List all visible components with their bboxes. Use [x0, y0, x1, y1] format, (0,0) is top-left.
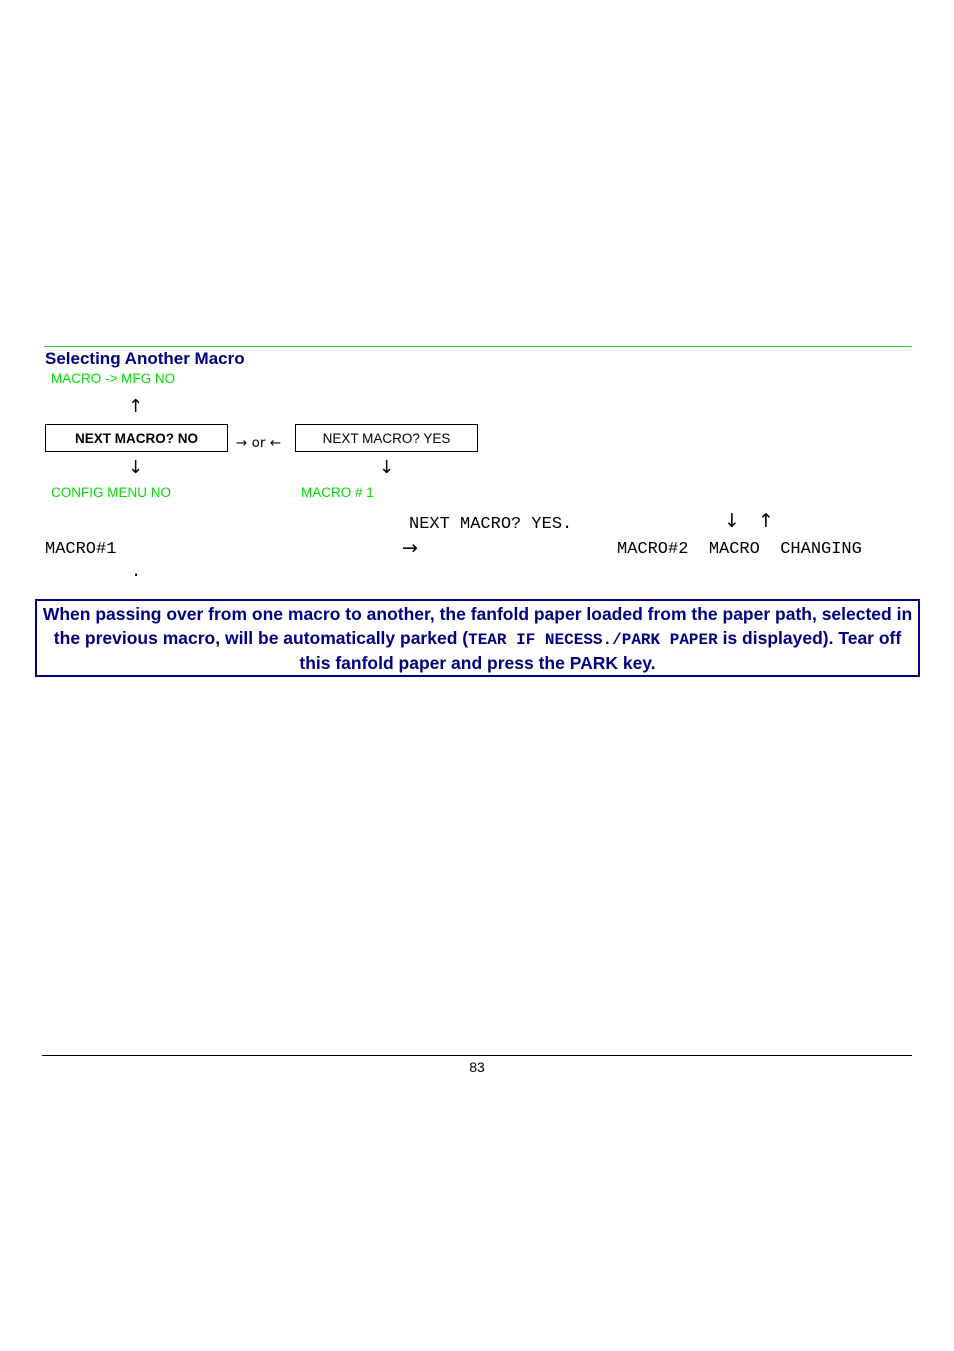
right-arrow-icon: → [402, 537, 418, 559]
up-arrow-icon: ↑ [128, 396, 144, 417]
display-next-macro-yes: NEXT MACRO? YES. [409, 515, 573, 534]
flow-connector: → or ← [236, 435, 282, 451]
next-macro-no-box: NEXT MACRO? NO [45, 424, 228, 452]
next-macro-yes-box: NEXT MACRO? YES [295, 424, 478, 452]
down-up-arrows-icon: ↓ ↑ [724, 510, 774, 532]
down-arrow-right-icon: ↓ [379, 457, 395, 478]
display-macro1: MACRO#1 [45, 540, 117, 559]
display-macro2-changing: MACRO#2 MACRO CHANGING [617, 540, 862, 559]
page-number: 83 [469, 1059, 485, 1075]
flow-top-label: MACRO -> MFG NO [51, 371, 176, 386]
section-divider [44, 346, 912, 347]
down-arrow-left-icon: ↓ [128, 457, 144, 478]
note-code: TEAR IF NECESS./PARK PAPER [468, 630, 718, 649]
section-heading: Selecting Another Macro [45, 349, 245, 368]
note-text-part2: is displayed). Tear off this fanfold paper and press the PARK key. [299, 627, 902, 673]
footer-divider [42, 1055, 912, 1056]
note-box [35, 599, 920, 677]
macro-1-label: MACRO # 1 [301, 485, 374, 500]
config-menu-label: CONFIG MENU NO [51, 485, 171, 500]
note-text-part1: When passing over from one macro to another, the fanfold paper loaded from the paper path, selected in the previous macro, will be automatically parked ( [42, 604, 913, 648]
display-dot: . [131, 563, 142, 582]
